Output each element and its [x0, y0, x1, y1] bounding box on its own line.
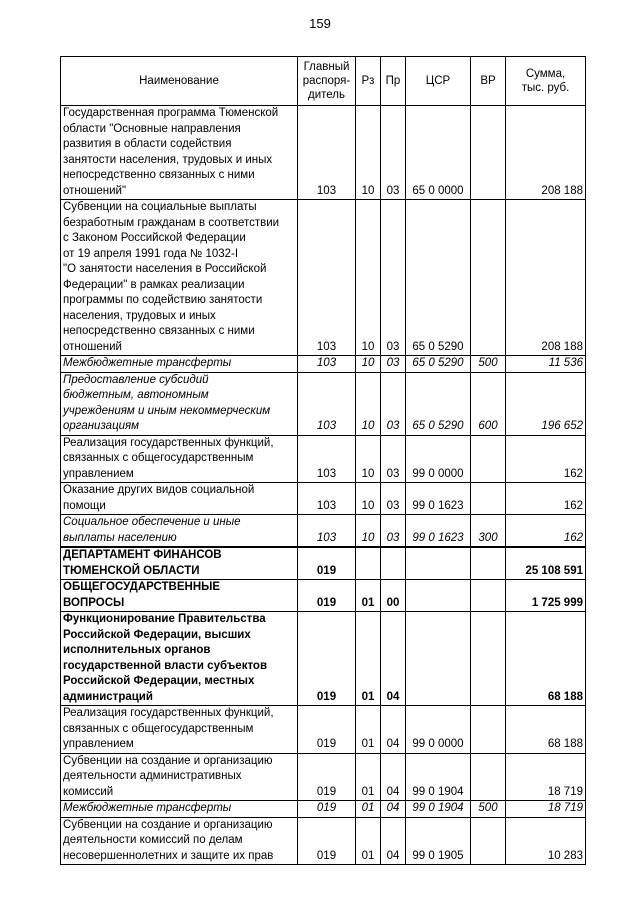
cell-vr: [471, 580, 506, 612]
cell-sum: 68 188: [506, 706, 586, 754]
cell-rz: 01: [356, 753, 381, 801]
cell-pr: 03: [381, 435, 406, 483]
cell-rz: 01: [356, 817, 381, 865]
cell-grbs: 019: [298, 753, 356, 801]
cell-csr: 99 0 1904: [406, 801, 471, 818]
cell-vr: [471, 547, 506, 580]
cell-rz: 10: [356, 106, 381, 200]
cell-vr: [471, 753, 506, 801]
cell-sum: 162: [506, 483, 586, 515]
cell-name: Предоставление субсидий бюджетным, автономным учреждениям и иным некоммерческим организациям: [61, 372, 298, 435]
table-row: [61, 547, 586, 580]
cell-csr: 99 0 1623: [406, 483, 471, 515]
table-row: [61, 356, 586, 373]
cell-grbs: 019: [298, 801, 356, 818]
table-row: [61, 200, 586, 356]
cell-rz: 10: [356, 483, 381, 515]
cell-pr: 03: [381, 106, 406, 200]
cell-name: Функционирование Правительства Российской Федерации, высших исполнительных органов государственной власти субъектов Российской Федерации, местных администраций: [61, 612, 298, 706]
cell-rz: [356, 547, 381, 580]
cell-sum: 11 536: [506, 356, 586, 373]
cell-pr: 03: [381, 372, 406, 435]
cell-rz: 10: [356, 356, 381, 373]
cell-pr: 04: [381, 817, 406, 865]
cell-csr: 65 0 5290: [406, 200, 471, 356]
cell-vr: 500: [471, 801, 506, 818]
cell-csr: 99 0 1904: [406, 753, 471, 801]
cell-csr: 65 0 5290: [406, 356, 471, 373]
cell-sum: 208 188: [506, 106, 586, 200]
table-row: [61, 106, 586, 200]
header-csr: ЦСР: [406, 57, 471, 106]
cell-csr: 99 0 1905: [406, 817, 471, 865]
cell-sum: 162: [506, 435, 586, 483]
page-number: 159: [309, 16, 331, 31]
cell-grbs: 019: [298, 580, 356, 612]
cell-csr: 99 0 0000: [406, 435, 471, 483]
cell-name: Межбюджетные трансферты: [61, 356, 298, 373]
cell-csr: [406, 612, 471, 706]
cell-rz: 01: [356, 580, 381, 612]
cell-rz: 10: [356, 372, 381, 435]
cell-pr: 03: [381, 515, 406, 548]
header-rz: Рз: [356, 57, 381, 106]
cell-pr: 04: [381, 706, 406, 754]
cell-pr: 03: [381, 356, 406, 373]
cell-vr: 300: [471, 515, 506, 548]
cell-name: Межбюджетные трансферты: [61, 801, 298, 818]
cell-sum: 162: [506, 515, 586, 548]
table-row: [61, 612, 586, 706]
cell-rz: 01: [356, 612, 381, 706]
cell-grbs: 019: [298, 612, 356, 706]
cell-grbs: 019: [298, 547, 356, 580]
cell-vr: [471, 200, 506, 356]
cell-pr: 04: [381, 801, 406, 818]
cell-csr: 65 0 5290: [406, 372, 471, 435]
cell-sum: 196 652: [506, 372, 586, 435]
cell-csr: 99 0 0000: [406, 706, 471, 754]
table-row: [61, 580, 586, 612]
cell-csr: 65 0 0000: [406, 106, 471, 200]
cell-name: Реализация государственных функций, связанных с общегосударственным управлением: [61, 435, 298, 483]
cell-rz: 01: [356, 801, 381, 818]
cell-vr: 600: [471, 372, 506, 435]
cell-csr: 99 0 1623: [406, 515, 471, 548]
cell-name: Оказание других видов социальной помощи: [61, 483, 298, 515]
cell-grbs: 103: [298, 200, 356, 356]
cell-rz: 01: [356, 706, 381, 754]
cell-vr: [471, 106, 506, 200]
cell-sum: 1 725 999: [506, 580, 586, 612]
cell-pr: 03: [381, 483, 406, 515]
cell-grbs: 103: [298, 515, 356, 548]
cell-grbs: 103: [298, 356, 356, 373]
cell-grbs: 103: [298, 483, 356, 515]
cell-name: Субвенции на создание и организацию деятельности комиссий по делам несовершеннолетних и защите их прав: [61, 817, 298, 865]
cell-pr: 03: [381, 200, 406, 356]
table-row: [61, 515, 586, 548]
cell-rz: 10: [356, 435, 381, 483]
table-row: [61, 483, 586, 515]
cell-grbs: 103: [298, 106, 356, 200]
cell-name: Субвенции на создание и организацию деятельности административных комиссий: [61, 753, 298, 801]
cell-grbs: 103: [298, 372, 356, 435]
table-row: [61, 372, 586, 435]
cell-csr: [406, 547, 471, 580]
cell-name: Субвенции на социальные выплаты безработным гражданам в соответствии с Законом Российской Федерации от 19 апреля 1991 года № 1032-I "О занятости населения в Российской Федерации" в рамках реализации программы по содействию занятости населения, трудовых и иных непосредственно связанных с ними отношений: [61, 200, 298, 356]
cell-sum: 18 719: [506, 753, 586, 801]
cell-vr: [471, 435, 506, 483]
cell-sum: 68 188: [506, 612, 586, 706]
table-row: [61, 753, 586, 801]
header-sum: Сумма, тыс. руб.: [506, 57, 586, 106]
header-pr: Пр: [381, 57, 406, 106]
cell-sum: 25 108 591: [506, 547, 586, 580]
budget-table: [60, 56, 586, 865]
cell-grbs: 019: [298, 817, 356, 865]
cell-pr: 00: [381, 580, 406, 612]
cell-rz: 10: [356, 515, 381, 548]
cell-vr: [471, 706, 506, 754]
cell-vr: [471, 817, 506, 865]
cell-sum: 208 188: [506, 200, 586, 356]
cell-pr: [381, 547, 406, 580]
table-header-row: [61, 57, 586, 106]
cell-name: ДЕПАРТАМЕНТ ФИНАНСОВ ТЮМЕНСКОЙ ОБЛАСТИ: [61, 547, 298, 580]
table-row: [61, 435, 586, 483]
cell-vr: [471, 483, 506, 515]
cell-grbs: 103: [298, 435, 356, 483]
cell-name: Государственная программа Тюменской области "Основные направления развития в области содействия занятости населения, трудовых и иных непосредственно связанных с ними отношений": [61, 106, 298, 200]
cell-grbs: 019: [298, 706, 356, 754]
cell-pr: 04: [381, 612, 406, 706]
cell-sum: 10 283: [506, 817, 586, 865]
cell-name: Социальное обеспечение и иные выплаты населению: [61, 515, 298, 548]
table-row: [61, 817, 586, 865]
cell-pr: 04: [381, 753, 406, 801]
cell-vr: 500: [471, 356, 506, 373]
cell-name: Реализация государственных функций, связанных с общегосударственным управлением: [61, 706, 298, 754]
cell-name: ОБЩЕГОСУДАРСТВЕННЫЕ ВОПРОСЫ: [61, 580, 298, 612]
cell-rz: 10: [356, 200, 381, 356]
header-grbs: Главный распоря- дитель: [298, 57, 356, 106]
table-row: [61, 801, 586, 818]
header-name: Наименование: [61, 57, 298, 106]
cell-vr: [471, 612, 506, 706]
table-row: [61, 706, 586, 754]
cell-sum: 18 719: [506, 801, 586, 818]
header-vr: ВР: [471, 57, 506, 106]
cell-csr: [406, 580, 471, 612]
